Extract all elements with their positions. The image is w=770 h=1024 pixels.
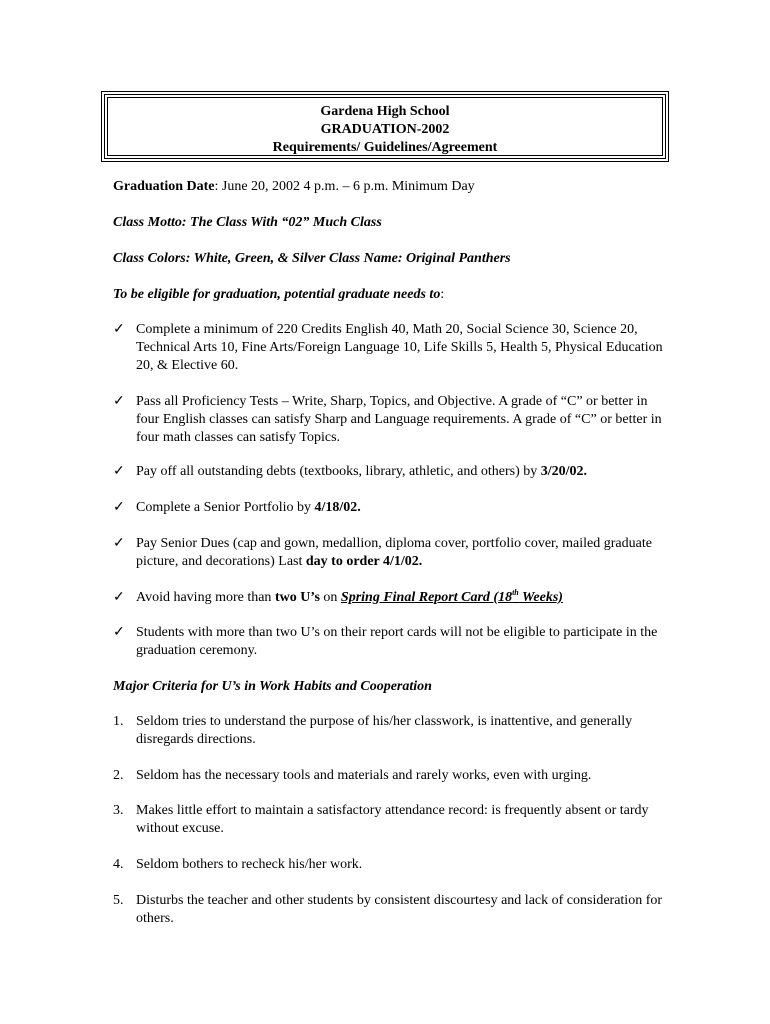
criteria-number: 5. (113, 893, 124, 908)
header-text (105, 103, 665, 157)
document-title: GRADUATION-2002 (320, 122, 450, 137)
check-icon: ✓ (113, 464, 125, 479)
checklist-item-proficiency: Pass all Proficiency Tests – Write, Sharp, Topics, and Objective. A grade of “C” or better in four English classes can satisfy Sharp and Language requirements. A grade of “C” or better in four math classes can satisfy Topics. (136, 394, 662, 445)
graduation-date-line (113, 178, 475, 196)
checklist-item-portfolio (136, 499, 666, 517)
report-card-b: Weeks) (518, 590, 563, 605)
criteria-item: Disturbs the teacher and other students by consistent discourtesy and lack of consideration for others. (136, 893, 663, 926)
eligibility-label: To be eligible for graduation, potential graduate needs to (113, 287, 441, 302)
criteria-item: Makes little effort to maintain a satisfactory attendance record: is frequently absent or tardy without excuse. (136, 803, 649, 836)
criteria-number: 2. (113, 768, 124, 783)
criteria-number: 1. (113, 714, 124, 729)
class-motto: Class Motto: The Class With “02” Much Class (113, 215, 382, 230)
criteria-item: Seldom bothers to recheck his/her work. (136, 857, 363, 872)
report-card-link (341, 590, 563, 605)
us-text: Avoid having more than (136, 590, 275, 605)
checklist-item-us (136, 589, 666, 607)
portfolio-date: 4/18/02. (314, 500, 361, 515)
checklist-item-ceremony: Students with more than two U’s on their report cards will not be eligible to participate in the graduation ceremony. (136, 625, 658, 658)
checklist-item-debts (136, 463, 666, 481)
check-icon: ✓ (113, 536, 125, 551)
debts-text: Pay off all outstanding debts (textbooks, library, athletic, and others) by (136, 464, 541, 479)
criteria-number: 4. (113, 857, 124, 872)
checklist-item-credits: Complete a minimum of 220 Credits English 40, Math 20, Social Science 30, Science 20, Technical Arts 10, Fine Arts/Foreign Language 10, Life Skills 5, Health 5, Physical Education 20, & Elective 60. (136, 322, 663, 373)
report-card-a: Spring Final Report Card (18 (340, 590, 513, 605)
school-name: Gardena High School (320, 104, 450, 119)
class-colors: Class Colors: White, Green, & Silver Class Name: Original Panthers (113, 251, 511, 266)
criteria-number: 3. (113, 803, 124, 818)
document-subtitle: Requirements/ Guidelines/Agreement (272, 140, 498, 155)
graduation-date-value: : June 20, 2002 4 p.m. – 6 p.m. Minimum Day (214, 179, 475, 194)
criteria-item: Seldom has the necessary tools and materials and rarely works, even with urging. (136, 768, 592, 783)
check-icon: ✓ (113, 500, 125, 515)
check-icon: ✓ (113, 322, 125, 337)
graduation-date-label: Graduation Date (113, 179, 215, 194)
criteria-item: Seldom tries to understand the purpose of his/her classwork, is inattentive, and generally disregards directions. (136, 714, 633, 747)
us-bold: two U’s (274, 590, 320, 605)
check-icon: ✓ (113, 625, 125, 640)
dues-text: Pay Senior Dues (cap and gown, medallion, diploma cover, portfolio cover, mailed graduate picture, and decorations) Last (136, 536, 652, 569)
report-card-sup: th (512, 588, 519, 597)
header-box (101, 91, 669, 162)
eligibility-heading (113, 286, 444, 304)
check-icon: ✓ (113, 590, 125, 605)
check-icon: ✓ (113, 394, 125, 409)
criteria-heading: Major Criteria for U’s in Work Habits and Cooperation (113, 679, 432, 694)
us-on: on (319, 590, 341, 605)
dues-deadline: day to order 4/1/02. (305, 554, 423, 569)
eligibility-colon: : (440, 287, 445, 302)
checklist-item-dues (136, 535, 666, 571)
portfolio-text: Complete a Senior Portfolio by (136, 500, 315, 515)
debts-date: 3/20/02. (540, 464, 588, 479)
